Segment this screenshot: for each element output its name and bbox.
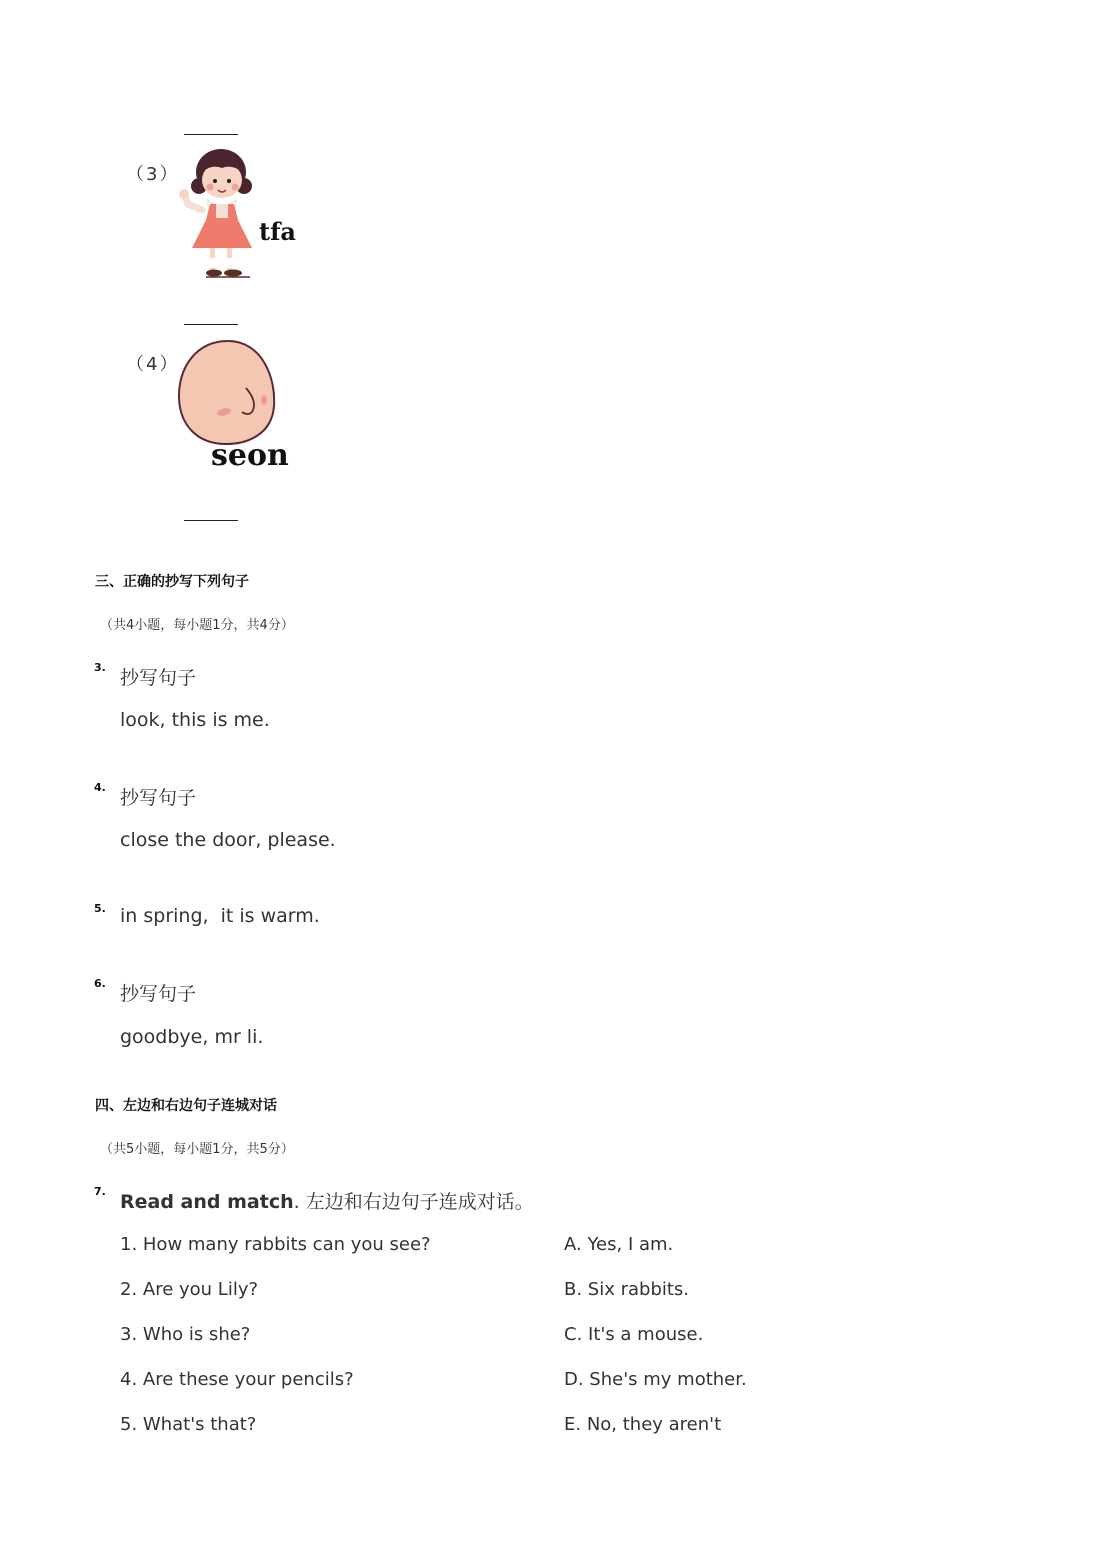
section-note: （共4小题，每小题1分，共4分）: [100, 618, 294, 633]
nose-icon: [176, 338, 280, 448]
match-right-item[interactable]: B. Six rabbits.: [564, 1279, 690, 1300]
question-sentence: look, this is me.: [120, 709, 270, 731]
section-note: （共5小题，每小题1分，共5分）: [100, 1142, 294, 1157]
match-right-item[interactable]: E. No, they aren't: [564, 1414, 722, 1435]
question-number: 7.: [94, 1185, 106, 1198]
instruction-rest: . 左边和右边句子连成对话。: [293, 1191, 534, 1213]
match-right-item[interactable]: C. It's a mouse.: [564, 1324, 704, 1345]
match-left-item[interactable]: 1. How many rabbits can you see?: [120, 1234, 431, 1255]
question-sentence: in spring, it is warm.: [120, 905, 320, 927]
match-left-item[interactable]: 3. Who is she?: [120, 1324, 251, 1345]
section-title: 三、正确的抄写下列句子: [95, 574, 249, 590]
item-label: （3）: [126, 164, 180, 185]
answer-line[interactable]: [184, 324, 238, 325]
match-right-item[interactable]: D. She's my mother.: [564, 1369, 747, 1390]
scrambled-word: tfa: [259, 217, 296, 246]
answer-line[interactable]: [184, 134, 238, 135]
question-sentence: goodbye, mr li.: [120, 1026, 264, 1048]
girl-waving-icon: [172, 144, 262, 284]
question-instruction: 抄写句子: [120, 787, 197, 809]
question-number: 6.: [94, 977, 106, 990]
question-instruction: [120, 1187, 534, 1214]
section-title: 四、左边和右边句子连城对话: [95, 1098, 277, 1114]
answer-line[interactable]: [184, 520, 238, 521]
question-sentence: close the door, please.: [120, 829, 336, 851]
match-left-item[interactable]: 2. Are you Lily?: [120, 1279, 259, 1300]
match-left-item[interactable]: 5. What's that?: [120, 1414, 257, 1435]
match-left-item[interactable]: 4. Are these your pencils?: [120, 1369, 354, 1390]
item-label: （4）: [126, 354, 180, 375]
instruction-bold: Read and match: [120, 1191, 294, 1213]
question-number: 4.: [94, 781, 106, 794]
question-instruction: 抄写句子: [120, 983, 197, 1005]
question-number: 5.: [94, 902, 106, 915]
scrambled-word: seon: [211, 438, 289, 473]
question-number: 3.: [94, 661, 106, 674]
match-right-item[interactable]: A. Yes, I am.: [564, 1234, 674, 1255]
question-instruction: 抄写句子: [120, 667, 197, 689]
